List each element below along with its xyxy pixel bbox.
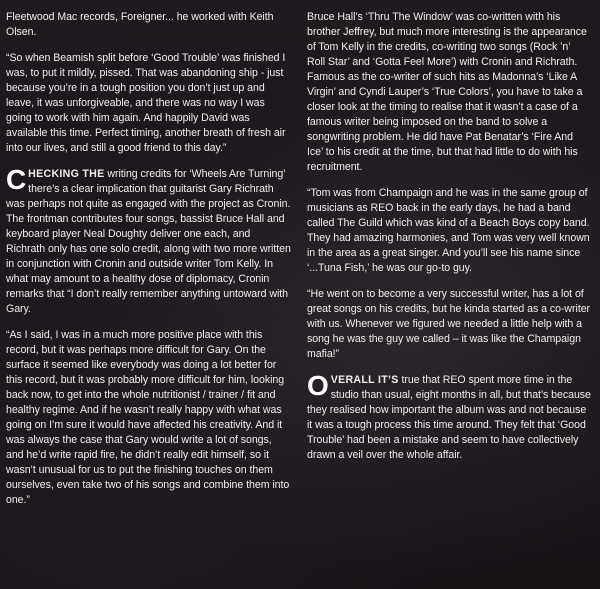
section-paragraph [307,370,591,463]
left-column [6,10,291,519]
drop-cap: O [307,370,329,401]
drop-cap: C [6,164,27,195]
paragraph: Fleetwood Mac records, Foreigner... he worked with Keith Olsen. [6,11,274,38]
lead-in: HECKING THE [28,168,105,180]
paragraph: “So when Beamish split before ‘Good Trouble’ was finished I was, to put it mildly, pissed. That was abandoning ship - just because you’re in a tough position you don’t just up and leave, it was unforgiveable, and there was no way I was going to work with him again. And happily David was available this time. Perfect timing, another breath of fresh air into our lives, and still a good friend to this day.” [6,52,286,154]
paragraph: Bruce Hall’s ‘Thru The Window’ was co-written with his brother Jeffrey, but much more interesting is the appearance of Tom Kelly in the credits, co-writing two songs (Rock ’n’ Roll Star’ and ‘Gotta Feel More’) with Cronin and Richrath. Famous as the co-writer of such hits as Madonna’s ‘Like A Virgin’ and Cyndi Lauper’s ‘True Colors’, you have to take a closer look at the timing to realise that it wasn’t a case of a famous writer being imposed on the band to solve a songwriting problem. He did have Pat Benatar’s ‘Fire And Ice’ to his credit at the time, but that had little to do with his recruitment. [307,11,587,173]
paragraph-text: true that REO spent more time in the studio than usual, eight months in all, but that’s because they realised how important the album was and not because it was a tough process this time around. They felt that ‘Good Trouble’ had been a mistake and seem to have collectively drawn a veil over the whole affair. [307,374,591,461]
right-column [307,10,591,474]
paragraph-text: writing credits for ‘Wheels Are Turning’ there’s a clear implication that guitarist Gary Richrath was perhaps not quite as engaged with the project as Cronin. The frontman contributes four songs, bassist Bruce Hall and keyboard player Neal Doughty deliver one each, and Richrath only has one solo credit, along with two more written in conjunction with Cronin and outside writer Tom Kelly. In what may amount to a healthy dose of diplomacy, Cronin remarks that “I don’t really remember anything untoward with Gary. [6,168,291,315]
paragraph: “He went on to become a very successful writer, has a lot of great songs on his credits, but he kinda started as a co-writer with us. Whenever we figured we needed a little help with a song he was the guy we called – it was like the Champaign mafia!” [307,288,591,360]
lead-in: VERALL IT’S [330,374,399,386]
paragraph: “As I said, I was in a much more positive place with this record, but it was perhaps more difficult for Gary. On the surface it seemed like everybody was doing a lot better for this record, but it was probably more difficult for him, looking back now, to get into the whole nutritionist / trainer / fit and healthy regime. And if he wasn’t really happy with what was going on I’m sure it would have affected his creativity. And it was always the case that Gary would write a lot of songs, and he’d write rapid fire, he didn’t really edit himself, so it wasn’t unusual for us to put the finishing touches on them ourselves, even take two of his songs and combine them into one.” [6,329,290,506]
section-paragraph [6,164,291,317]
paragraph: “Tom was from Champaign and he was in the same group of musicians as REO back in the early days, he had a band called The Guild which was kind of a Beach Boys copy band. They had amazing harmonies, and Tom was very well known in the area as a great singer. And you’ll see his name since ‘...Tuna Fish,’ he was our go-to guy. [307,187,590,274]
